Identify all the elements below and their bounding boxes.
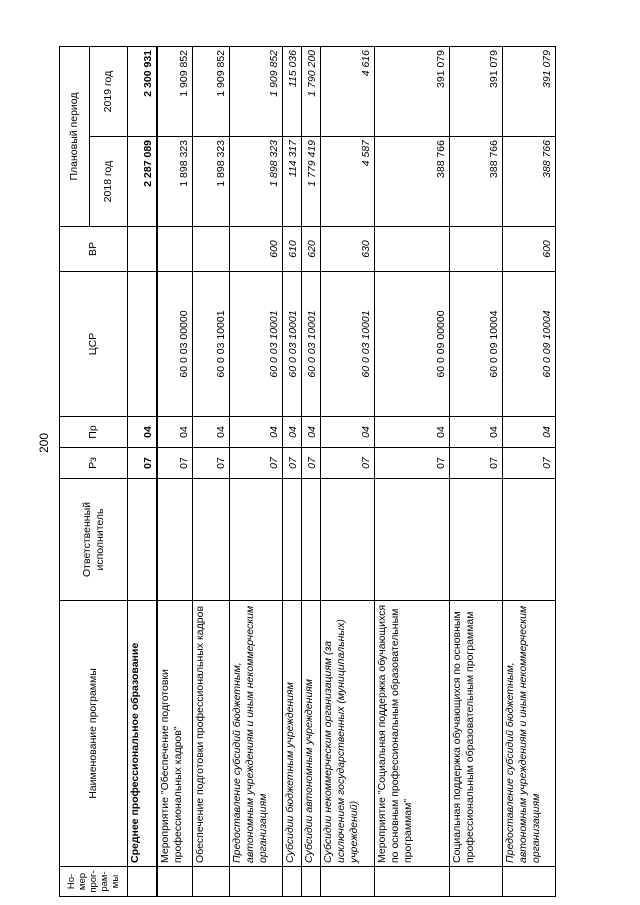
pr-cell: 04 xyxy=(502,417,555,448)
executor-cell xyxy=(157,479,193,601)
pr-cell: 04 xyxy=(128,417,157,448)
csr-cell: 60 0 03 10001 xyxy=(282,272,301,417)
table-row xyxy=(449,47,502,897)
program-name-cell: Предоставление субсидий бюджетным, автономным учреждениям и иным некоммерческим организациям xyxy=(502,601,555,867)
pr-cell: 04 xyxy=(321,417,374,448)
value-2018-cell: 114 317 xyxy=(282,137,301,227)
csr-cell: 60 0 03 10001 xyxy=(193,272,229,417)
value-2019-cell: 2 300 931 xyxy=(128,47,157,137)
program-name-cell: Предоставление субсидий бюджетным, автономным учреждениям и иным некоммерческим организациям xyxy=(229,601,282,867)
col-header-2019: 2019 год xyxy=(90,47,128,137)
num-cell xyxy=(282,867,301,897)
executor-cell xyxy=(502,479,555,601)
program-name-cell: Мероприятие "Социальная поддержка обучающихся по основным профессиональным образовательным программам" xyxy=(374,601,449,867)
executor-cell xyxy=(282,479,301,601)
vr-cell: 630 xyxy=(321,227,374,272)
pr-cell: 04 xyxy=(157,417,193,448)
pr-cell: 04 xyxy=(193,417,229,448)
table-row xyxy=(229,47,282,897)
value-2019-cell: 1 909 852 xyxy=(157,47,193,137)
program-name-cell: Субсидии автономным учреждениям xyxy=(302,601,321,867)
col-header-pr: Пр xyxy=(60,417,128,448)
value-2018-cell: 2 287 089 xyxy=(128,137,157,227)
executor-cell xyxy=(193,479,229,601)
csr-cell: 60 0 09 10004 xyxy=(449,272,502,417)
value-2019-cell: 391 079 xyxy=(502,47,555,137)
col-header-plan-period: Плановый период xyxy=(60,47,90,227)
rz-cell: 07 xyxy=(229,448,282,479)
csr-cell: 60 0 03 00000 xyxy=(157,272,193,417)
col-header-num: Но-мер прог-рам-мы xyxy=(60,867,128,897)
vr-cell: 600 xyxy=(502,227,555,272)
col-header-rz: Рз xyxy=(60,448,128,479)
pr-cell: 04 xyxy=(449,417,502,448)
program-name-cell: Социальная поддержка обучающихся по основным профессиональным образовательным программам xyxy=(449,601,502,867)
executor-cell xyxy=(229,479,282,601)
value-2018-cell: 388 766 xyxy=(449,137,502,227)
rz-cell: 07 xyxy=(374,448,449,479)
value-2018-cell: 4 587 xyxy=(321,137,374,227)
program-name-cell: Среднее профессиональное образование xyxy=(128,601,157,867)
value-2019-cell: 1 909 852 xyxy=(193,47,229,137)
col-header-name: Наименование программы xyxy=(60,601,128,867)
executor-cell xyxy=(321,479,374,601)
pr-cell: 04 xyxy=(302,417,321,448)
num-cell xyxy=(449,867,502,897)
col-header-2018: 2018 год xyxy=(90,137,128,227)
value-2019-cell: 1 790 200 xyxy=(302,47,321,137)
vr-cell xyxy=(128,227,157,272)
table-row xyxy=(282,47,301,897)
value-2018-cell: 388 766 xyxy=(374,137,449,227)
value-2018-cell: 388 766 xyxy=(502,137,555,227)
csr-cell: 60 0 03 10001 xyxy=(302,272,321,417)
value-2018-cell: 1 898 323 xyxy=(193,137,229,227)
rz-cell: 07 xyxy=(193,448,229,479)
table-row xyxy=(374,47,449,897)
executor-cell xyxy=(374,479,449,601)
budget-table xyxy=(59,46,556,897)
pr-cell: 04 xyxy=(229,417,282,448)
table-row xyxy=(502,47,555,897)
pr-cell: 04 xyxy=(374,417,449,448)
col-header-executor: Ответственный исполнитель xyxy=(60,479,128,601)
program-name-cell: Обеспечение подготовки профессиональных кадров xyxy=(193,601,229,867)
program-name-cell: Мероприятие "Обеспечение подготовки профессиональных кадров" xyxy=(157,601,193,867)
vr-cell: 600 xyxy=(229,227,282,272)
table-row xyxy=(302,47,321,897)
csr-cell: 60 0 03 10001 xyxy=(321,272,374,417)
csr-cell: 60 0 09 00000 xyxy=(374,272,449,417)
executor-cell xyxy=(128,479,157,601)
value-2018-cell: 1 898 323 xyxy=(229,137,282,227)
budget-table-rotated xyxy=(59,47,556,897)
num-cell xyxy=(157,867,193,897)
num-cell xyxy=(321,867,374,897)
rz-cell: 07 xyxy=(302,448,321,479)
pr-cell: 04 xyxy=(282,417,301,448)
vr-cell: 620 xyxy=(302,227,321,272)
csr-cell: 60 0 03 10001 xyxy=(229,272,282,417)
vr-cell xyxy=(449,227,502,272)
vr-cell xyxy=(374,227,449,272)
value-2019-cell: 115 036 xyxy=(282,47,301,137)
value-2018-cell: 1 898 323 xyxy=(157,137,193,227)
program-name-cell: Субсидии бюджетным учреждениям xyxy=(282,601,301,867)
rz-cell: 07 xyxy=(157,448,193,479)
vr-cell: 610 xyxy=(282,227,301,272)
num-cell xyxy=(128,867,157,897)
rz-cell: 07 xyxy=(128,448,157,479)
table-row xyxy=(157,47,193,897)
value-2019-cell: 391 079 xyxy=(374,47,449,137)
value-2018-cell: 1 779 419 xyxy=(302,137,321,227)
rz-cell: 07 xyxy=(282,448,301,479)
num-cell xyxy=(374,867,449,897)
num-cell xyxy=(193,867,229,897)
csr-cell: 60 0 09 10004 xyxy=(502,272,555,417)
vr-cell xyxy=(157,227,193,272)
table-row xyxy=(321,47,374,897)
num-cell xyxy=(229,867,282,897)
rz-cell: 07 xyxy=(449,448,502,479)
program-name-cell: Субсидии некоммерческим организациям (за исключением государственных (муниципальных) учреждений) xyxy=(321,601,374,867)
col-header-csr: ЦСР xyxy=(60,272,128,417)
executor-cell xyxy=(449,479,502,601)
value-2019-cell: 391 079 xyxy=(449,47,502,137)
rz-cell: 07 xyxy=(321,448,374,479)
table-body xyxy=(128,47,556,897)
value-2019-cell: 4 616 xyxy=(321,47,374,137)
table-row xyxy=(193,47,229,897)
col-header-vr: ВР xyxy=(60,227,128,272)
value-2019-cell: 1 909 852 xyxy=(229,47,282,137)
num-cell xyxy=(302,867,321,897)
num-cell xyxy=(502,867,555,897)
page-number: 200 xyxy=(37,432,52,454)
executor-cell xyxy=(302,479,321,601)
table-row xyxy=(128,47,157,897)
vr-cell xyxy=(193,227,229,272)
rz-cell: 07 xyxy=(502,448,555,479)
csr-cell xyxy=(128,272,157,417)
